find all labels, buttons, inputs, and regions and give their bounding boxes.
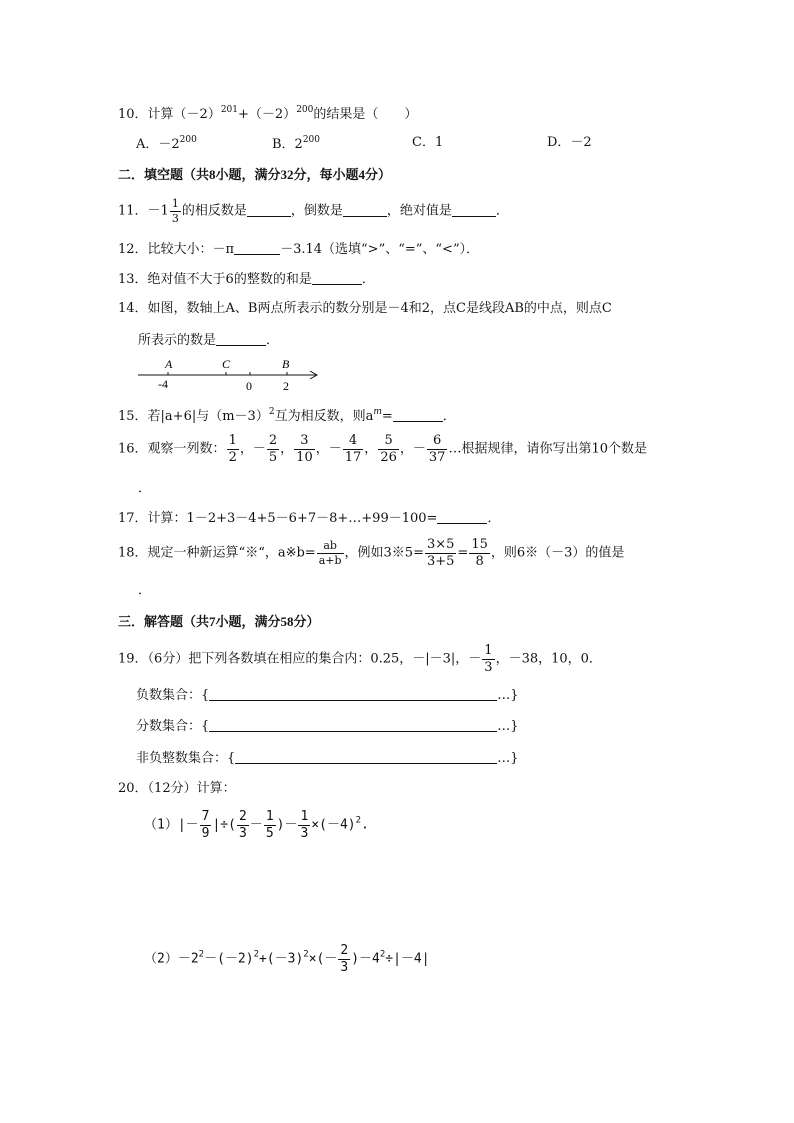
q10-text-mid: +（－2） (238, 107, 297, 122)
exponent: 2 (379, 949, 386, 960)
fraction (469, 538, 490, 568)
question-17 (118, 511, 500, 525)
question-number: 18． (118, 545, 148, 561)
option-b (272, 136, 320, 151)
question-19 (118, 644, 602, 674)
expr-end: . (361, 817, 369, 833)
q14-end: ． (266, 333, 280, 348)
answer-blank (393, 409, 443, 422)
option-c (412, 136, 443, 149)
answer-blank (234, 242, 280, 255)
exponent: 200 (179, 135, 197, 145)
answer-blank (437, 511, 487, 524)
exponent: 2 (198, 949, 205, 960)
exponent: 200 (296, 105, 314, 115)
point-label-a: A (165, 357, 173, 371)
fraction (237, 810, 249, 840)
numerator: 1 (228, 433, 237, 448)
set-nonnegative-integer (136, 751, 519, 765)
fraction (264, 810, 276, 840)
denominator: 5 (268, 449, 278, 465)
q11-text-pre: －1 (147, 203, 169, 219)
option-a (136, 136, 197, 151)
exponent: 2 (253, 949, 259, 960)
denominator: 9 (201, 825, 210, 841)
q14-text-line2: 所表示的数是 (138, 333, 217, 348)
q11-end: ． (495, 203, 509, 219)
q10-text-pre: 计算（－2） (147, 107, 221, 122)
q11-text-3: ，绝对值是 (386, 203, 452, 219)
numerator: 1 (484, 643, 493, 658)
question-number: 14． (118, 301, 148, 316)
fraction (482, 644, 494, 674)
denominator: 10 (296, 449, 313, 465)
expr-part: －2 (177, 951, 199, 967)
part-label: （1） (144, 817, 178, 833)
q16-text-post: …根据规律，请你写出第10个数是 (448, 441, 647, 457)
q15-end: ． (442, 409, 456, 424)
exponent: 2 (268, 407, 275, 417)
denominator: a+b (318, 553, 342, 567)
question-number: 19． (118, 651, 148, 667)
q19-text-post: ，－38，10，0． (495, 651, 602, 667)
q20-text: （12分）计算： (147, 781, 236, 796)
denominator: 2 (228, 449, 237, 465)
question-number: 20． (118, 781, 148, 796)
numerator: 3 (294, 434, 315, 450)
question-13 (118, 272, 375, 286)
equals-sign: = (457, 545, 469, 561)
set-end: …} (497, 688, 519, 703)
fraction (170, 198, 181, 224)
q17-text: 计算：1－2+3－4+5－6+7－8+…+99－100= (147, 511, 438, 526)
question-number: 16． (118, 441, 148, 457)
question-20 (118, 782, 236, 795)
fraction (298, 810, 310, 840)
expr-part: ×(－4) (311, 817, 356, 833)
option-d (547, 136, 592, 149)
q17-end: ． (487, 511, 501, 526)
fraction (200, 810, 212, 840)
exponent: 2 (303, 949, 309, 960)
numerator: 3×5 (426, 537, 455, 552)
point-label-b: B (282, 357, 290, 371)
set-end: …} (497, 751, 519, 766)
set-fraction (136, 719, 519, 733)
point-label-c: C (222, 357, 231, 371)
q18-text-pre: 规定一种新运算“※“，a※b= (147, 545, 316, 561)
option-label: C．1 (412, 135, 444, 150)
sign: － (412, 441, 426, 457)
question-number: 11． (118, 203, 148, 219)
exponent: 200 (302, 135, 321, 145)
set-label: 非负整数集合：{ (136, 751, 236, 766)
q15-text-post: = (381, 409, 393, 424)
expr-part: )－ (276, 817, 298, 833)
question-number: 17． (118, 511, 148, 526)
number-line (136, 355, 326, 395)
q13-end: ． (361, 272, 375, 287)
numerator: 2 (268, 433, 278, 448)
q16-line2: ． (138, 481, 152, 496)
q15-text-mid: 互为相反数，则a (274, 409, 374, 424)
q15-text-pre: 若|a+6|与（m－3） (147, 409, 269, 424)
expr-part: |÷( (212, 817, 236, 833)
denominator: 3 (484, 659, 493, 675)
part-label: （2） (144, 951, 178, 967)
numerator: 7 (201, 809, 210, 824)
section-title-solutions: 三．解答题（共7小题，满分58分） (118, 614, 320, 629)
question-12 (118, 242, 479, 256)
q16-text-pre: 观察一列数： (147, 441, 226, 457)
numerator: 6 (427, 434, 448, 450)
numerator: 4 (343, 434, 364, 450)
denominator: 3 (340, 959, 349, 975)
q10-text-post: 的结果是（ ） (313, 107, 418, 122)
numerator: 1 (265, 809, 274, 824)
numerator: 5 (378, 434, 399, 450)
fraction (378, 434, 399, 464)
sign: － (252, 441, 266, 457)
q14-text-line1: 如图，数轴上A、B两点所表示的数分别是－4和2，点C是线段AB的中点，则点C (147, 301, 612, 316)
q18-text-post: ，则6※（－3）的值是 (490, 545, 625, 561)
section-title-fill-in: 二．填空题（共8小题，满分32分，每小题4分） (118, 167, 392, 182)
sign: － (328, 441, 342, 457)
q11-text-2: ，倒数是 (290, 203, 343, 219)
answer-blank (343, 204, 387, 217)
fraction (343, 434, 364, 464)
fraction (427, 434, 448, 464)
question-15 (118, 408, 456, 423)
fraction (317, 540, 344, 566)
answer-line (209, 688, 497, 701)
set-negative (136, 688, 519, 702)
numerator: 2 (238, 809, 247, 824)
answer-blank (247, 204, 291, 217)
question-16: 16．观察一列数： $\frac{1}{2}$ ，－ $\frac{2}{5}$ ， $\frac{3}{10}$ ，－ $\frac{4}{17}$ ， $\frac{5}{26}$ ，－ $\frac{6}{37}$ …根据规律，请你写出第10个数是 (118, 433, 647, 465)
denominator: 8 (475, 553, 484, 569)
question-number: 13． (118, 272, 148, 287)
q20-part1 (144, 810, 369, 840)
set-end: …} (497, 719, 519, 734)
exponent: 201 (220, 105, 239, 115)
denominator: 5 (265, 825, 274, 841)
question-11 (118, 198, 509, 224)
expr-part: +(－3) (258, 951, 304, 967)
question-number: 12． (118, 242, 148, 257)
question-14-line2 (138, 333, 279, 347)
question-number: 15． (118, 409, 148, 424)
numerator: 1 (300, 809, 309, 824)
q20-part2 (144, 944, 430, 974)
question-number: 10． (118, 107, 148, 122)
denominator: 3 (238, 825, 247, 841)
question-18 (118, 538, 624, 568)
numerator: 2 (340, 943, 349, 958)
denominator: 26 (380, 449, 397, 465)
denominator: 17 (344, 449, 362, 465)
numerator: ab (317, 540, 344, 554)
answer-blank (452, 204, 496, 217)
denominator: 3+5 (426, 553, 455, 569)
answer-blank (216, 333, 266, 346)
denominator: 37 (428, 449, 446, 465)
exponent: m (373, 407, 382, 417)
answer-blank (312, 272, 362, 285)
q12-text-pre: 比较大小：－π (147, 242, 235, 257)
set-label: 负数集合：{ (136, 688, 210, 703)
expr-part: －(－2) (204, 951, 254, 967)
set-label: 分数集合：{ (136, 719, 210, 734)
expr-part: )－4 (351, 951, 380, 967)
fraction (338, 944, 350, 974)
numerator: 1 (171, 197, 179, 210)
q18-line2: ． (138, 583, 152, 598)
fraction (425, 538, 456, 568)
question-14 (118, 302, 612, 315)
q13-text: 绝对值不大于6的整数的和是 (147, 272, 312, 287)
answer-line (235, 751, 497, 764)
q11-text-post: 的相反数是 (181, 203, 247, 219)
answer-line (209, 719, 497, 732)
value-label-b: 2 (283, 379, 289, 393)
fraction (294, 434, 315, 464)
expr-part: － (249, 817, 263, 833)
value-label-a: -4 (158, 377, 168, 391)
value-label-zero: 0 (246, 379, 252, 393)
option-label: B．2 (272, 137, 303, 152)
exponent: 2 (355, 815, 362, 826)
expr-part: ÷|－4| (385, 951, 430, 967)
q12-text-post: －3.14（选填“>”、“=”、“<”）． (280, 242, 480, 257)
q18-text-mid: ，例如3※5= (344, 545, 424, 561)
expr-part: ×(－ (308, 951, 338, 967)
denominator: 3 (171, 211, 179, 225)
fraction (267, 434, 279, 464)
option-label: A．－2 (136, 137, 180, 152)
option-label: D．－2 (547, 135, 592, 150)
expr-part: |－ (177, 817, 199, 833)
q19-text: （6分）把下列各数填在相应的集合内：0.25，－|－3|，－ (147, 651, 482, 667)
fraction (227, 434, 239, 464)
denominator: 3 (300, 825, 309, 841)
question-10 (118, 106, 417, 121)
numerator: 15 (471, 537, 488, 552)
